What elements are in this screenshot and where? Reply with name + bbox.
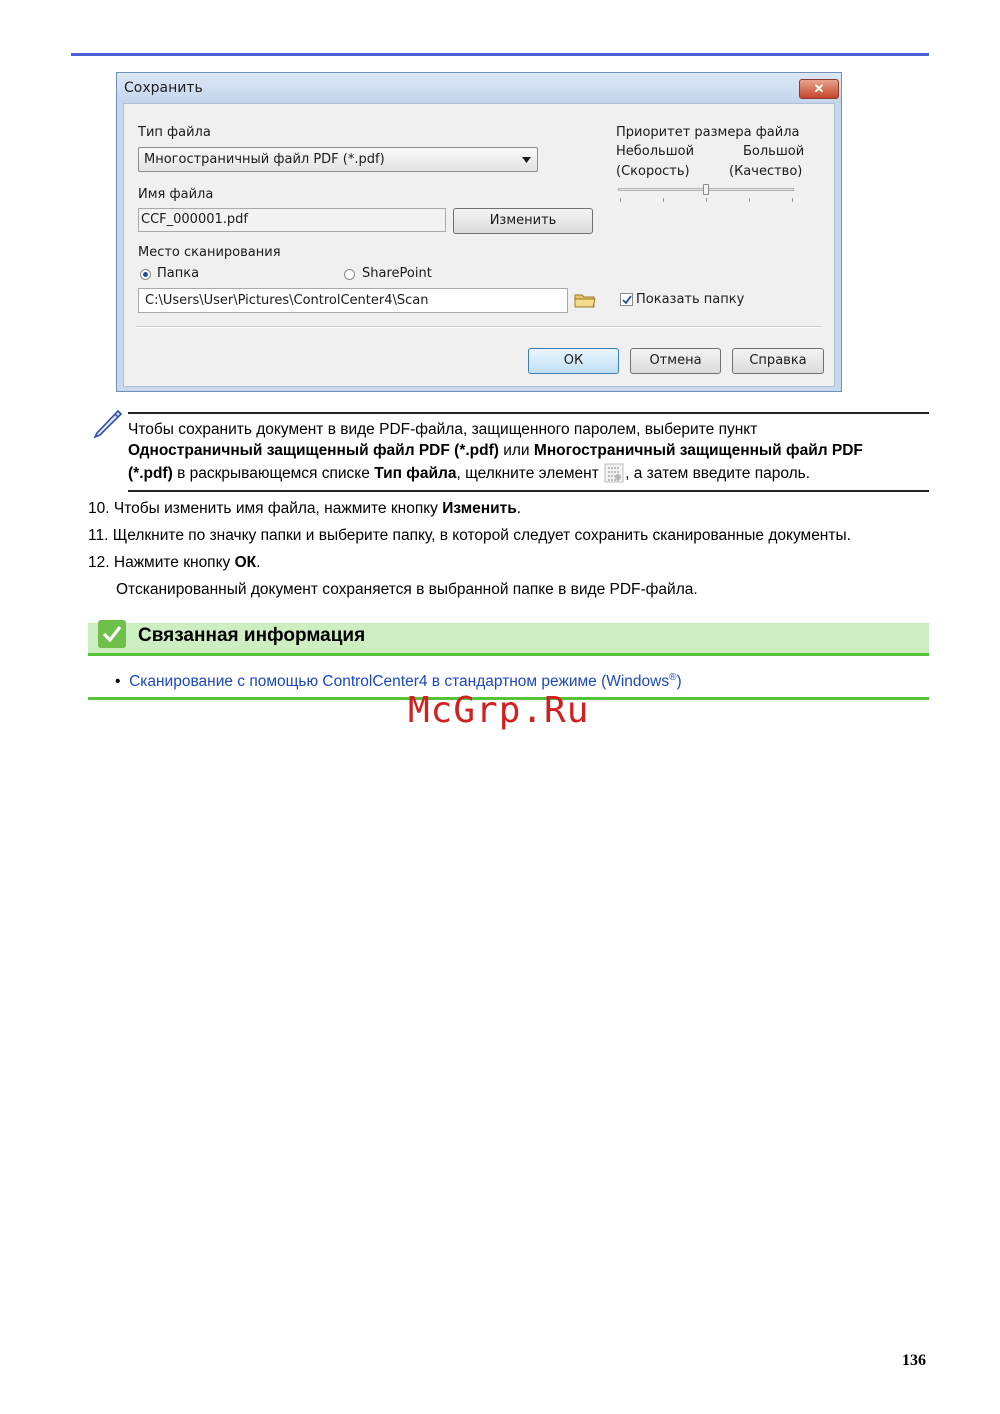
close-button[interactable]: ✕ [799, 79, 839, 99]
small-label: Небольшой [616, 144, 695, 159]
slider-tick [749, 198, 750, 202]
related-info-title: Связанная информация [138, 625, 366, 646]
file-name-field[interactable] [138, 208, 446, 232]
dialog-title: Сохранить [124, 80, 203, 96]
note-text: в раскрывающемся списке [172, 465, 375, 482]
step-bold: ОК [234, 554, 257, 571]
dialog-body [123, 103, 835, 387]
note-bold: Тип файла [374, 465, 457, 482]
file-type-value: Многостраничный файл PDF (*.pdf) [144, 152, 385, 167]
help-button[interactable]: Справка [732, 348, 824, 374]
cancel-button[interactable]: Отмена [630, 348, 721, 374]
change-button[interactable]: Изменить [453, 208, 593, 234]
separator [136, 326, 822, 328]
watermark: McGrp.Ru [408, 690, 590, 731]
step-text: Щелкните по значку папки и выберите папку, в которой следует сохранить сканированные документы. [112, 527, 851, 544]
note-text: или [498, 442, 534, 459]
step-number: 11. [88, 527, 109, 544]
radio-folder[interactable] [140, 269, 151, 280]
page-number: 136 [902, 1352, 926, 1369]
note-top-rule [128, 412, 929, 414]
folder-icon[interactable] [574, 291, 596, 309]
related-link[interactable] [129, 673, 682, 690]
scan-location-label: Место сканирования [138, 245, 281, 260]
step-text: Чтобы изменить имя файла, нажмите кнопку [113, 500, 443, 517]
path-field[interactable] [138, 288, 568, 313]
size-slider-thumb[interactable] [703, 184, 709, 195]
chevron-down-icon [522, 157, 531, 163]
step-10 [88, 498, 521, 520]
related-link-text: Сканирование с помощью ControlCenter4 в стандартном режиме (Windows [129, 673, 670, 691]
note-line-2 [128, 440, 863, 462]
note-bold: Многостраничный защищенный файл PDF [533, 442, 863, 459]
path-value: C:\Users\User\Pictures\ControlCenter4\Scan [145, 293, 429, 308]
quality-label: (Качество) [729, 164, 803, 179]
speed-label: (Скорость) [616, 164, 690, 179]
step-text: Нажмите кнопку [113, 554, 235, 571]
radio-sharepoint[interactable] [344, 269, 355, 280]
slider-tick [663, 198, 664, 202]
step-text: . [256, 554, 261, 571]
file-type-select[interactable] [138, 147, 538, 172]
registered-mark: ® [669, 672, 677, 683]
top-rule [71, 53, 929, 56]
note-text: , а затем введите пароль. [625, 465, 811, 482]
dialog-titlebar [117, 73, 841, 103]
result-text: Отсканированный документ сохраняется в выбранной папке в виде PDF-файла. [116, 581, 698, 598]
step-number: 10. [88, 500, 110, 517]
checkmark-icon [622, 295, 632, 305]
pencil-icon [92, 408, 124, 438]
checkmark-icon [102, 624, 122, 644]
ok-button[interactable]: ОК [528, 348, 619, 374]
note-bold: Одностраничный защищенный файл PDF (*.pdf) [128, 442, 499, 459]
note-bottom-rule [128, 490, 929, 492]
radio-sharepoint-label: SharePoint [362, 266, 432, 281]
note-text: Чтобы сохранить документ в виде PDF-файла, защищенного паролем, выберите пункт [128, 421, 758, 438]
slider-tick [620, 198, 621, 202]
show-folder-checkbox[interactable] [620, 293, 633, 306]
related-link-text: ) [676, 673, 682, 691]
slider-tick [706, 198, 707, 202]
radio-folder-label: Папка [157, 266, 200, 281]
slider-tick [792, 198, 793, 202]
note-line-3 [128, 462, 810, 485]
step-11 [88, 525, 851, 547]
bullet: • [115, 673, 121, 691]
file-name-value: CCF_000001.pdf [141, 212, 248, 227]
file-type-label: Тип файла [138, 125, 211, 140]
note-line-1 [128, 419, 757, 441]
step-number: 12. [88, 554, 110, 571]
priority-label: Приоритет размера файла [616, 125, 800, 140]
related-link-item [115, 667, 682, 693]
save-dialog [116, 72, 842, 392]
file-name-label: Имя файла [138, 187, 214, 202]
show-folder-label: Показать папку [636, 292, 745, 307]
password-settings-icon [603, 462, 625, 484]
step-bold: Изменить [442, 500, 517, 517]
step-text: . [516, 500, 522, 517]
related-info-rule [88, 653, 929, 656]
note-bold: (*.pdf) [128, 465, 173, 482]
large-label: Большой [743, 144, 805, 159]
note-text: , щелкните элемент [456, 465, 604, 482]
check-icon [98, 620, 126, 648]
step-12 [88, 552, 260, 574]
